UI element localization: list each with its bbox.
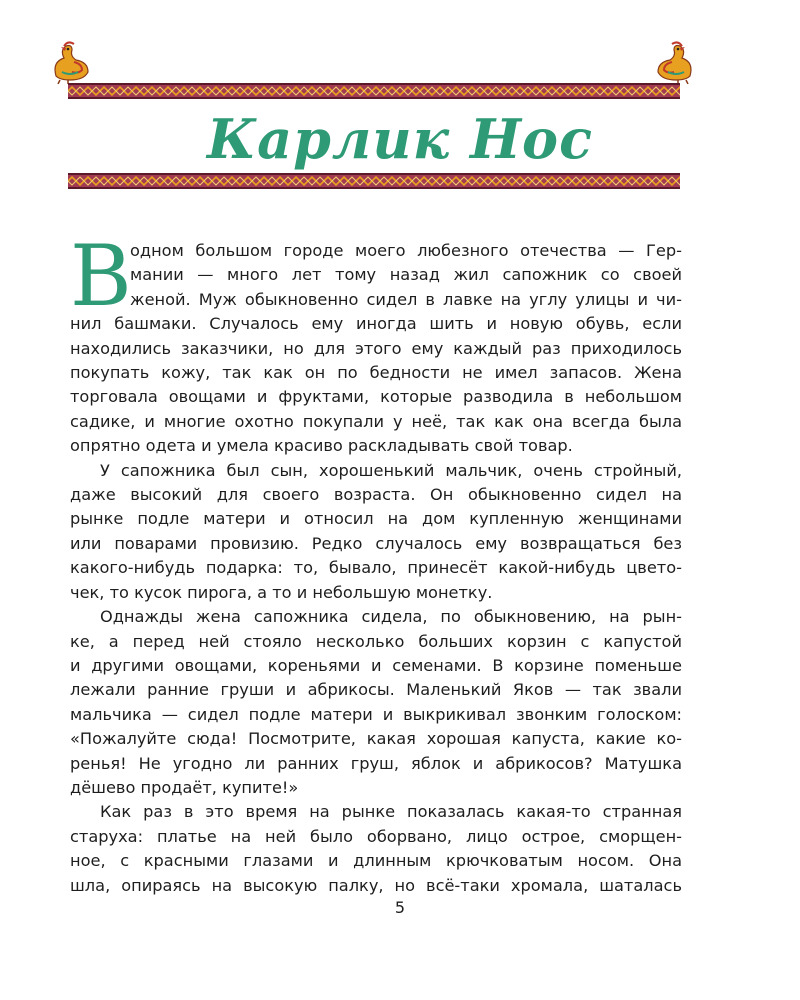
text-line: даже высокий для своего возраста. Он обыкновенно сидел на [70,485,682,505]
paragraph-1 [70,227,682,459]
text-line: У сапожника был сын, хорошенький мальчик, очень стройный, [100,460,682,480]
text-line: покупать кожу, так как он по бедности не имел запасов. Жена [70,363,682,383]
text-line: мальчика — сидел подле матери и выкрикивал звонким голоском: [70,704,682,724]
text-line: и другими овощами, кореньями и семенами. В корзине поменьше [70,655,682,675]
text-line: нил башмаки. Случалось ему иногда шить и новую обувь, если [70,314,682,334]
text-line: садике, и многие охотно покупали у неё, так как она всегда была [70,411,682,431]
text-line: лежали ранние груши и абрикосы. Маленький Яков — так звали [70,680,682,700]
text-line: «Пожалуйте сюда! Посмотрите, какая хорошая капуста, какие ко- [70,729,682,749]
bird-ornament-icon [652,38,698,84]
text-line: или поварами провизию. Редко случалось ему возвращаться без [70,533,682,553]
ornament-band-bottom [68,173,680,189]
drop-cap: В [70,227,132,325]
text-line: ренья! Не угодно ли ранних груш, яблок и абрикосов? Матушка [70,753,682,773]
text-line: шла, опираясь на высокую палку, но всё-таки хромала, шаталась [70,875,682,895]
paragraph-4 [70,800,682,898]
text-line: женой. Муж обыкновенно сидел в лавке на углу улицы и чи- [130,289,682,309]
text-line: мании — много лет тому назад жил сапожник со своей [130,265,682,285]
page-title: Карлик Нос [207,107,593,171]
text-line: ное, с красными глазами и длинным крючковатым носом. Она [70,851,682,871]
page-number: 5 [394,898,406,917]
text-line: чек, то кусок пирога, а то и небольшую монетку. [70,582,493,602]
text-line: рынке подле матери и относил на дом купленную женщинами [70,509,682,529]
text-line: опрятно одета и умела красиво раскладывать свой товар. [70,436,573,456]
paragraph-2 [70,459,682,605]
text-line: какого-нибудь подарка: то, бывало, принесёт какой-нибудь цвето- [70,558,682,578]
bird-ornament-icon [48,38,94,84]
story-text [70,227,682,898]
text-line: ке, а перед ней стояло несколько больших корзин с капустой [70,631,682,651]
ornament-band-top [68,83,680,99]
text-line: старуха: платье на ней было оборвано, лицо острое, сморщен- [70,826,682,846]
text-line: одном большом городе моего любезного отечества — Гер- [130,241,682,260]
text-line: Однажды жена сапожника сидела, по обыкновению, на рын- [100,607,682,627]
paragraph-3 [70,605,682,800]
text-line: Как раз в это время на рынке показалась какая-то странная [100,802,682,822]
text-line: торговала овощами и фруктами, которые разводила в небольшом [70,387,682,407]
text-line: находились заказчики, но для этого ему каждый раз приходилось [70,338,682,358]
text-line: дёшево продаёт, купите!» [70,777,299,797]
